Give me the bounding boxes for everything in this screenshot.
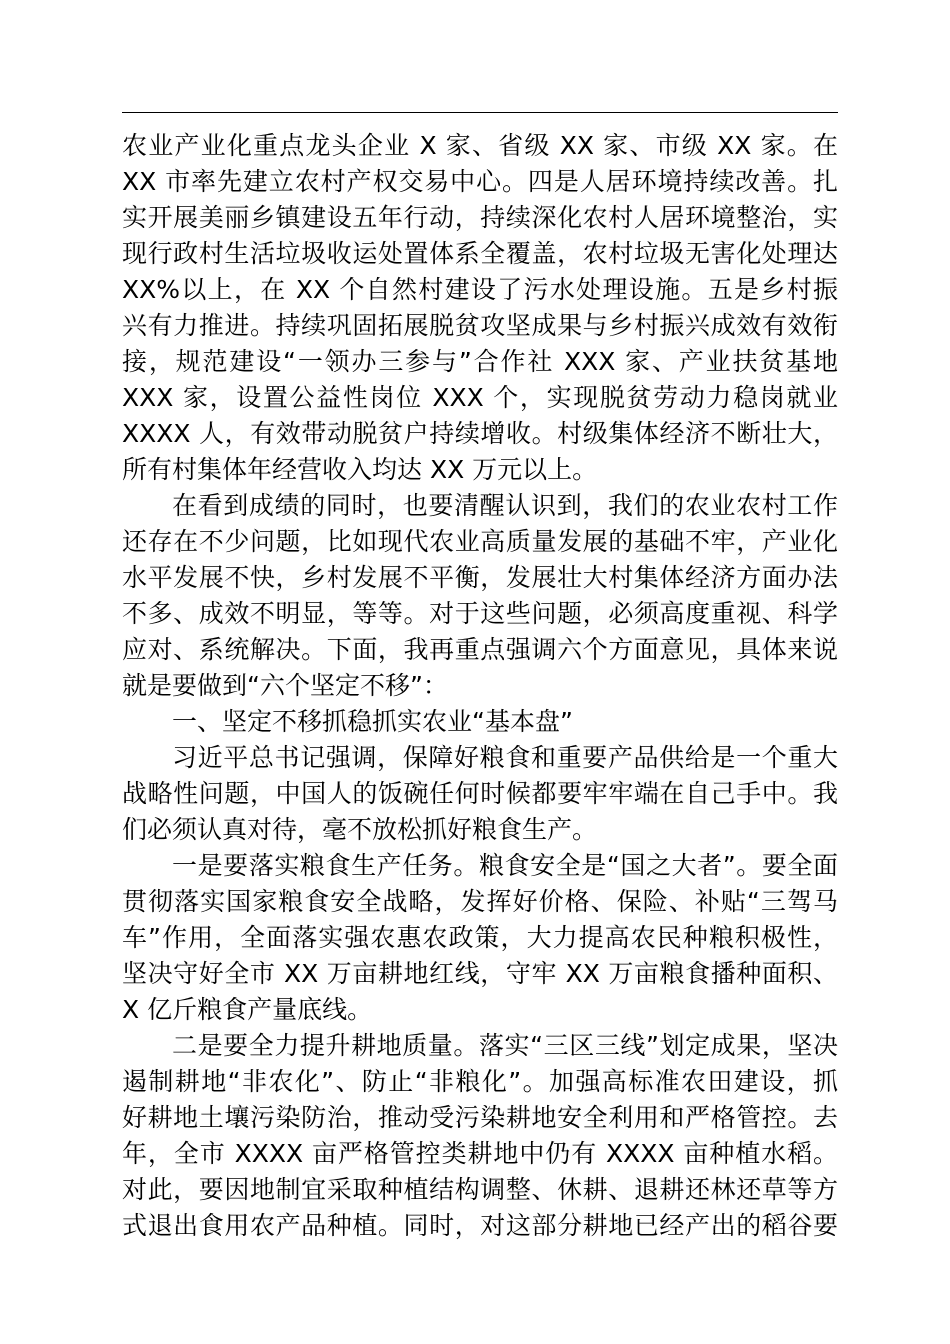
- text-line: 在看到成绩的同时，也要清醒认识到，我们的农业农村工作: [172, 491, 838, 520]
- text-line: 式退出食用农产品种植。同时，对这部分耕地已经产出的稻谷要: [122, 1211, 838, 1240]
- text-line: 贯彻落实国家粮食安全战略，发挥好价格、保险、补贴“三驾马: [122, 887, 838, 916]
- text-line: 战略性问题，中国人的饭碗任何时候都要牢牢端在自己手中。我: [122, 779, 838, 808]
- paragraph: [122, 740, 838, 848]
- text-line: 习近平总书记强调，保障好粮食和重要产品供给是一个重大: [172, 743, 838, 772]
- text-line: 坚决守好全市 XX 万亩耕地红线，守牢 XX 万亩粮食播种面积、: [122, 959, 838, 988]
- text-line: 水平发展不快，乡村发展不平衡，发展壮大村集体经济方面办法: [122, 563, 838, 592]
- text-line: 车”作用，全面落实强农惠农政策，大力提高农民种粮积极性，: [122, 923, 838, 952]
- text-line: XX 市率先建立农村产权交易中心。四是人居环境持续改善。扎: [122, 167, 838, 196]
- text-line: 一是要落实粮食生产任务。粮食安全是“国之大者”。要全面: [172, 851, 838, 880]
- text-line: XXXX 人，有效带动脱贫户持续增收。村级集体经济不断壮大，: [122, 419, 838, 448]
- text-line: XXX 家，设置公益性岗位 XXX 个，实现脱贫劳动力稳岗就业: [122, 383, 838, 412]
- text-line: 接，规范建设“一领办三参与”合作社 XXX 家、产业扶贫基地: [122, 347, 838, 376]
- text-line: X 亿斤粮食产量底线。: [122, 995, 373, 1024]
- text-line: 还存在不少问题，比如现代农业高质量发展的基础不牢，产业化: [122, 527, 838, 556]
- text-line: 们必须认真对待，毫不放松抓好粮食生产。: [122, 815, 598, 844]
- section-heading: [122, 704, 838, 740]
- text-line: 对此，要因地制宜采取种植结构调整、休耕、退耕还林还草等方: [122, 1175, 838, 1204]
- text-line: 所有村集体年经营收入均达 XX 万元以上。: [122, 455, 598, 484]
- text-line: 实开展美丽乡镇建设五年行动，持续深化农村人居环境整治，实: [122, 203, 838, 232]
- text-line: XX%以上，在 XX 个自然村建设了污水处理设施。五是乡村振: [122, 275, 838, 304]
- text-line: 农业产业化重点龙头企业 X 家、省级 XX 家、市级 XX 家。在: [122, 131, 838, 160]
- heading-text: 一、坚定不移抓稳抓实农业“基本盘”: [172, 707, 573, 736]
- text-line: 年，全市 XXXX 亩严格管控类耕地中仍有 XXXX 亩种植水稻。: [122, 1139, 838, 1168]
- text-line: 二是要全力提升耕地质量。落实“三区三线”划定成果，坚决: [172, 1031, 838, 1060]
- text-line: 现行政村生活垃圾收运处置体系全覆盖，农村垃圾无害化处理达: [122, 239, 838, 268]
- paragraph: [122, 488, 838, 704]
- text-line: 好耕地土壤污染防治，推动受污染耕地安全利用和严格管控。去: [122, 1103, 838, 1132]
- paragraph: [122, 1028, 838, 1244]
- text-line: 遏制耕地“非农化”、防止“非粮化”。加强高标准农田建设，抓: [122, 1067, 838, 1096]
- text-line: 不多、成效不明显，等等。对于这些问题，必须高度重视、科学: [122, 599, 838, 628]
- paragraph: [122, 128, 838, 488]
- document-body: [122, 128, 838, 1244]
- paragraph: [122, 848, 838, 1028]
- text-line: 就是要做到“六个坚定不移”：: [122, 671, 448, 700]
- header-rule: [122, 112, 838, 113]
- text-line: 应对、系统解决。下面，我再重点强调六个方面意见，具体来说: [122, 635, 838, 664]
- text-line: 兴有力推进。持续巩固拓展脱贫攻坚成果与乡村振兴成效有效衔: [122, 311, 838, 340]
